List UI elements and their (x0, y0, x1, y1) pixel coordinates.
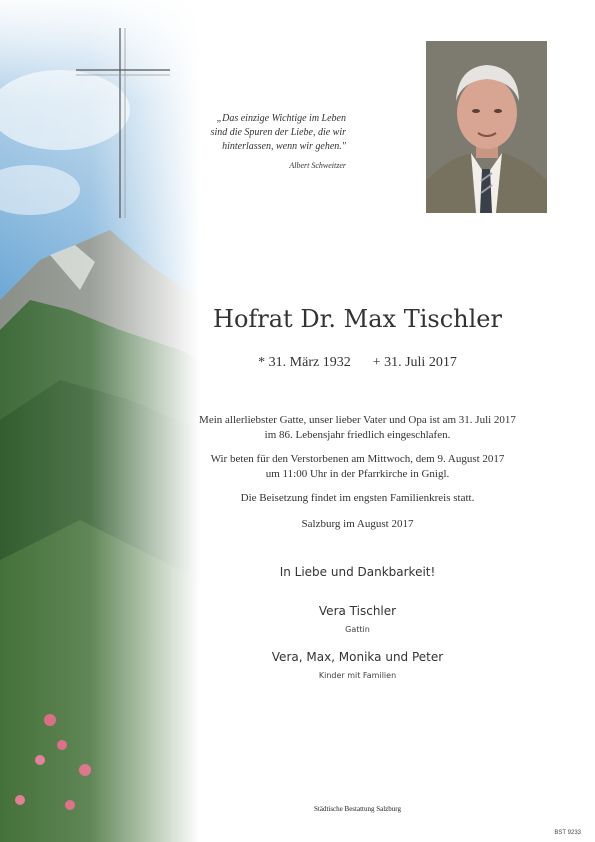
announcement-paragraph (140, 517, 575, 532)
mourner-name: Vera Tischler (318, 604, 397, 618)
life-dates (140, 355, 575, 371)
mourner-name: Vera, Max, Monika und Peter (271, 650, 444, 664)
quote-author: Albert Schweitzer (289, 161, 346, 170)
closing-phrase: In Liebe und Dankbarkeit! (279, 565, 436, 579)
announcement-line: Die Beisetzung findet im engsten Familienkreis statt. (240, 492, 475, 504)
mourner-role: Kinder mit Familien (318, 671, 397, 680)
announcement-line: um 11:00 Uhr in der Pfarrkirche in Gnigl. (265, 468, 450, 480)
announcement-line: Mein allerliebster Gatte, unser lieber Vater und Opa ist am 31. Juli 2017 (199, 414, 516, 426)
quote-line: „Das einzige Wichtige im Leben (216, 113, 346, 124)
mourner-role: Gattin (345, 625, 370, 634)
quote-line: sind die Spuren der Liebe, die wir (210, 127, 346, 138)
announcement-line: Wir beten für den Verstorbenen am Mittwoch, dem 9. August 2017 (210, 453, 505, 465)
quote-line: hinterlassen, wenn wir gehen." (222, 141, 346, 152)
portrait-image (426, 41, 547, 213)
deceased-name: Hofrat Dr. Max Tischler (213, 305, 502, 333)
announcement-paragraph (140, 452, 575, 482)
announcement-line: Salzburg im August 2017 (301, 518, 414, 530)
announcement-paragraph (140, 413, 575, 443)
announcement-line: im 86. Lebensjahr friedlich eingeschlafen. (264, 429, 451, 441)
portrait-photo (426, 41, 547, 213)
quote-block (140, 112, 346, 171)
funeral-home: Städtische Bestattung Salzburg (314, 805, 401, 813)
birth-date: * 31. März 1932 (258, 355, 351, 370)
death-date: + 31. Juli 2017 (372, 355, 457, 370)
document-code: BST 9233 (554, 830, 581, 836)
announcement-paragraph (140, 491, 575, 506)
